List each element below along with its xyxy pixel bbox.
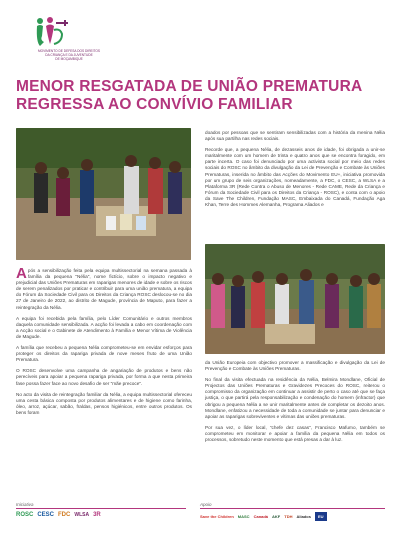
donor-logo-akf: AKF	[272, 514, 281, 519]
donor-logo-save-the-children: Save the Children	[200, 514, 234, 519]
paragraph-intro-text: pós a sensibilização feita pela equipa multissectorial na semana passada à família da pequena "Nélia", nome fictício, sobre o impacto negativo e prejudicial das Uniões Prematuras em raparigas menores de idade e sobre os riscos de serem penalizados por praticar e contribuir para uma união prematura, a equipa do Fórum da Sociedade Civil para os Direitos da Criança ROSC deslocou-se no dia 27 de Janeiro de 2022, ao distrito de Magude, província de Maputo, para fazer a reintegração da Nélia.	[16, 268, 192, 310]
article-photo-community-visit	[205, 244, 385, 354]
paragraph-intro	[16, 265, 192, 311]
paragraph-local-leader: Por sua vez, o líder local, "chefe dez casas", Francisco Mafumo, também se comprometeu em monitorar e apoiar a família da pequena Nélia em todos os processos, sobretudo neste momento que está presas a dar à luz.	[205, 424, 385, 443]
support-label: Apoio	[200, 502, 212, 507]
logo-text-line-3: DE MOÇAMBIQUE	[55, 57, 83, 61]
support-logos	[200, 512, 327, 521]
right-column-text-top	[205, 130, 385, 213]
movement-emblem-icon	[34, 16, 68, 48]
partner-logo-rosc: ROSC	[16, 512, 34, 518]
right-column-text-bottom	[205, 360, 385, 448]
organization-logo	[14, 16, 124, 66]
partner-logo-cesc: CESC	[37, 512, 55, 518]
paragraph-case-background: Recorde que, a pequena Nélia, de dezasseis anos de idade, foi obrigada a unir-se maritalmente com um homem de trinta e quatro anos que se encontra foragido, em parte incerta. O caso foi denunciado por uma activista social por meio das redes sociais do ROSC no âmbito da divulgação da Lei de Prevenção e Combate às Uniões Prematuras, inserida no âmbito das Acções do Movimento EU+, iniciativa promovida por um grupo de seis organizações, nomeadamente, a FDC, o CESC, a WLSA e a Plataforma 3R (Rede Contra o Abuso de Menores - Rede CAME, Rede da Criança e Fórum da Sociedade Civil para os Direitos da Criança - ROSC), e conta com o apoio da Save The Children, Fundação MASC, Embaixada do Canadá, Fundação Aga Khan, Terre des Hommes Alemanha, Programa Aliados e	[205, 147, 385, 208]
initiative-logos	[16, 512, 101, 518]
donor-logo-eu: EU	[315, 512, 327, 521]
paragraph-reception: A equipa foi recebida pela família, pelo Líder Comunitário e outros membros daquela comunidade sensibilizada. A acção foi levada a cabo em coordenação com a Acção social e o Gabinete de Atendimento à Família e Menor Vítima de Violência de Magude.	[16, 315, 192, 339]
paragraph-donors: doados por pessoas que se sentiram sensibilizadas com a história da menina Nélia após sua partilha nas redes sociais.	[205, 130, 385, 142]
organization-name	[14, 49, 124, 61]
initiative-label: Iniciativa	[16, 502, 34, 507]
donor-logo-canada: Canadá	[253, 514, 269, 519]
paragraph-campaign: O ROSC desenvolve uma campanha de angariação de produtos e bens não perecíveis para apoiar a pequena rapariga privada, por forma a que nesta primeira fase possa fazer face ao novo desafio de ser "mãe precoce".	[16, 368, 192, 386]
left-column-text	[16, 265, 192, 421]
partner-logo-wlsa: WLSA	[74, 512, 90, 518]
paragraph-visit-basket: No acto da visita de reintegração familiar da Nélia, a equipa multissectorial ofereceu uma cesta básica composta por produtos alimentares e de higiene como farinha, óleo, arroz, açúcar, sabão, fraldas, pensos higiénicos, entre outros produtos. Os bens foram	[16, 391, 192, 415]
initiative-divider	[16, 508, 186, 509]
paragraph-rosc-commitment: No final da visita efectuada na residência da Nélia, Belmira Mondlane, Oficial de Projectos das Uniões Prematuras e Gravidezes Precoces do ROSC, reiterou o compromisso da organização em continuar a assistir de perto o caso até que se faça justiça, o que partirá pela responsabilização e condenação do homem (infractor) que obrigou a pequena Nélia a se unir maritalmente antes de completar os dezoito anos. Mondlane, enfatizou a necessidade de toda a comunidade se juntar para denunciar e apoiar as raparigas sobreviventes e vítimas das uniões prematuras.	[205, 377, 385, 419]
partner-logo-3r: 3R	[93, 512, 101, 518]
footer-partners	[0, 500, 400, 549]
article-headline: MENOR RESGATADA DE UNIÃO PREMATURA REGRESSA AO CONVÍVIO FAMILIAR	[16, 78, 362, 113]
article-photo-family-donations	[16, 128, 191, 260]
donor-logo-masc: MASC	[237, 514, 250, 519]
logo-text-line-1: MOVIMENTO DE DEFESA DOS DIREITOS	[37, 49, 101, 53]
paragraph-family-commitment: A família que recebeu a pequena Nélia comprometeu-se em envidar esforços para proteger os direitos da rapariga privada de nove meses fruto de uma União Prematura.	[16, 345, 192, 363]
logo-text-line-2: DA CRIANÇA E DA JUVENTUDE	[45, 53, 93, 57]
donor-logo-tdh: TDH	[284, 514, 293, 519]
partner-logo-fdc: FDC	[58, 512, 71, 518]
dropcap-letter: A	[16, 265, 27, 282]
support-divider	[200, 508, 385, 509]
donor-logo-aliados: Aliados	[296, 514, 311, 519]
paragraph-eu-support: da União Europeia com objectivo promover a massificação e divulgação da Lei de Prevenção e Combate às Uniões Prematuras.	[205, 360, 385, 372]
